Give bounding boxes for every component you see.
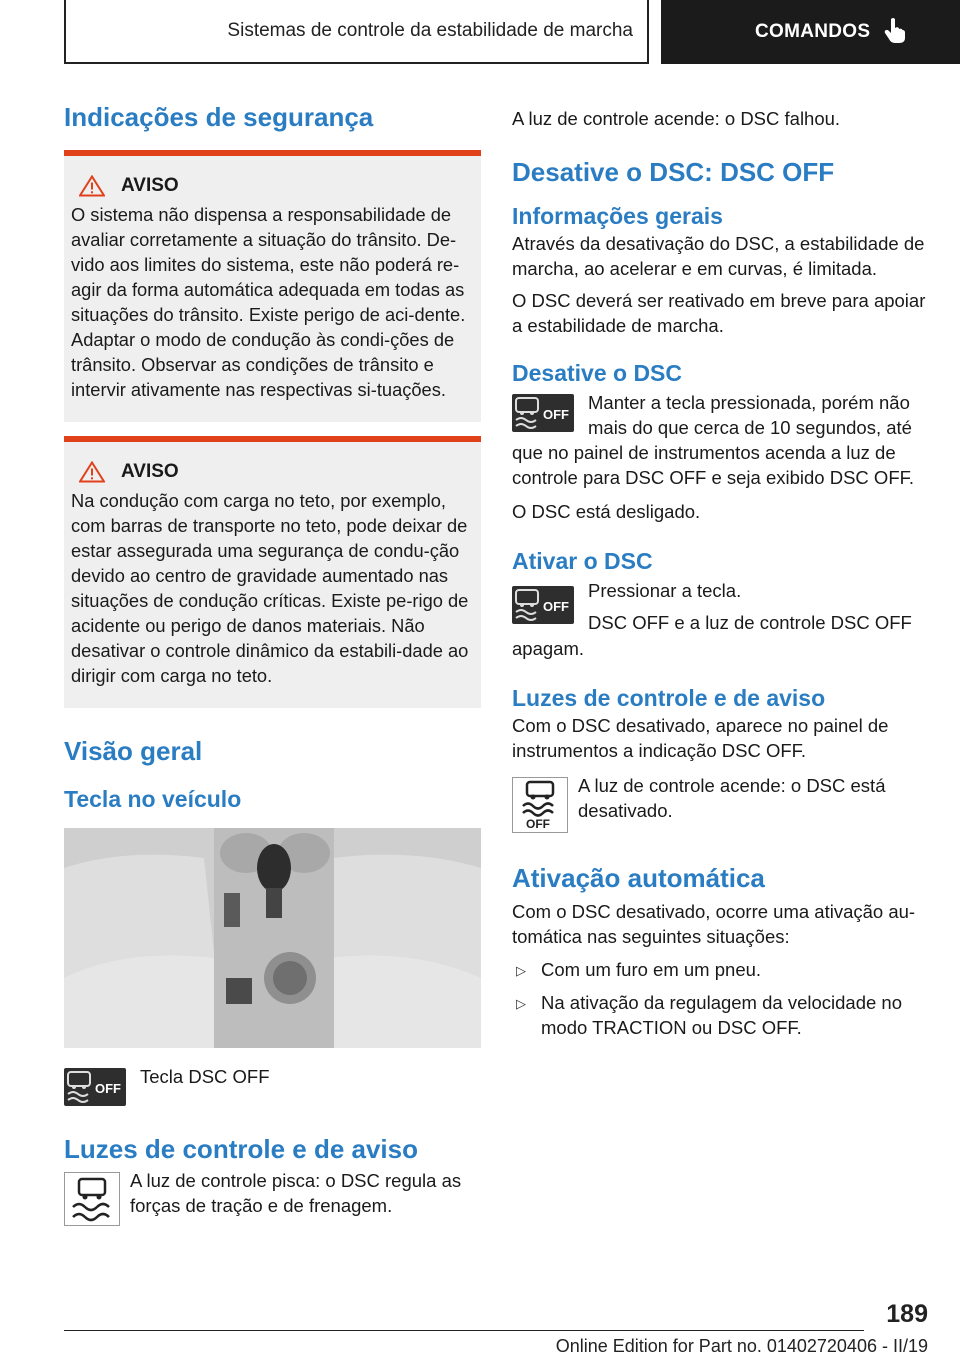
left-column <box>64 100 481 1228</box>
edition-text: Online Edition for Part no. 01402720406 - II/19 <box>555 1336 928 1356</box>
warning-box-1 <box>64 150 481 422</box>
act-text-1: Pressionar a tecla. <box>588 580 742 601</box>
act-text-3: apagam. <box>512 638 584 659</box>
header-section-title <box>64 0 649 64</box>
deact-heading: Desative o DSC <box>512 360 683 386</box>
svg-text:OFF: OFF <box>526 817 550 831</box>
header-chapter-tab[interactable] <box>661 0 960 64</box>
list-item <box>512 957 927 983</box>
lights-text-left: A luz de controle pisca: o DSC regula as forças de tração e de frenagem. <box>130 1170 462 1216</box>
chapter-label: COMANDOS <box>755 21 871 42</box>
warning-label: AVISO <box>121 175 179 196</box>
warning-text: Na condução com carga no teto, por exemplo, com barras de transporte no teto, pode deixar de estar assegurada uma segurança de condu-ção devido ao centro de gravidade aumentado nas situações de condução críticas. Existe pe-rigo de acidente ou perigo de danos materiais. Não desativar o controle dinâmico da estabili-dade ao dirigir com carga no teto. <box>71 490 469 686</box>
center-console-photo <box>64 828 481 1048</box>
bullet-triangle-icon: ▷ <box>516 996 526 1011</box>
warning-text: O sistema não dispensa a responsabilidade de avaliar corretamente a situação do trânsito. De-vido aos limites do sistema, este não poderá re-agir da forma automática adequada em todas as situações do trânsito. Existe perigo de aci-dente. Adaptar o modo de condução às condi-ções de trânsito. Observar as condições de trânsito e intervir ativamente nas respectivas si-tuações. <box>71 204 466 400</box>
warning-triangle-icon <box>79 175 105 197</box>
dsc-off-button-icon <box>512 394 574 432</box>
lights-heading-left: Luzes de controle e de aviso <box>64 1134 418 1164</box>
lights-text-right: Com o DSC desativado, aparece no painel de instrumentos a indicação DSC OFF. <box>512 715 889 761</box>
warning-title <box>71 460 473 484</box>
general-info-heading: Informações gerais <box>512 203 723 229</box>
deact-row <box>512 390 927 440</box>
deact-text-a: Manter a tecla pressionada, porém não mais do que cerca de 10 segundos, até <box>588 392 912 438</box>
button-caption: Tecla DSC OFF <box>140 1066 270 1087</box>
section-title-text: Sistemas de controle da estabilidade de marcha <box>227 20 633 41</box>
right-column <box>512 100 927 1040</box>
svg-text:OFF: OFF <box>543 599 569 614</box>
safety-heading: Indicações de segurança <box>64 102 374 132</box>
warning-triangle-icon <box>79 461 105 483</box>
svg-text:OFF: OFF <box>95 1081 121 1096</box>
bullet-triangle-icon: ▷ <box>516 963 526 978</box>
dsc-light-icon <box>64 1172 120 1226</box>
warning-label: AVISO <box>121 461 179 482</box>
general-para-1: Através da desativação do DSC, a estabilidade de marcha, ao acelerar e em curvas, é limitada. <box>512 233 925 279</box>
svg-text:OFF: OFF <box>543 407 569 422</box>
dsc-off-button-icon <box>512 586 574 624</box>
dsc-off-button-row <box>64 1064 481 1106</box>
lights-icon-text: A luz de controle acende: o DSC está desativado. <box>578 775 886 821</box>
dsc-off-button-icon <box>64 1068 126 1106</box>
bullet-text: Com um furo em um pneu. <box>541 959 762 980</box>
warning-box-2 <box>64 436 481 708</box>
bullet-text: Na ativação da regulagem da velocidade no modo TRACTION ou DSC OFF. <box>541 992 902 1038</box>
dsc-fail-text: A luz de controle acende: o DSC falhou. <box>512 108 841 129</box>
auto-text: Com o DSC desativado, ocorre uma ativação au-tomática nas seguintes situações: <box>512 901 916 947</box>
deact-text-b: que no painel de instrumentos acenda a luz de controle para DSC OFF e seja exibido DSC OFF. <box>512 442 915 488</box>
hand-pointer-icon <box>884 17 906 47</box>
general-para-2: O DSC deverá ser reativado em breve para apoiar a estabilidade de marcha. <box>512 290 926 336</box>
dsc-off-light-icon <box>512 777 568 833</box>
act-row <box>512 578 927 636</box>
deact-done-text: O DSC está desligado. <box>512 501 701 522</box>
act-text-2: DSC OFF e a luz de controle DSC OFF <box>588 612 912 633</box>
overview-heading: Visão geral <box>64 736 203 766</box>
warning-title <box>71 174 473 198</box>
footer-divider <box>64 1330 864 1331</box>
button-heading: Tecla no veículo <box>64 786 242 812</box>
lights-row-left <box>64 1168 481 1228</box>
lights-row-right <box>512 773 927 837</box>
lights-heading-right: Luzes de controle e de aviso <box>512 685 826 711</box>
auto-activation-heading: Ativação automática <box>512 863 765 893</box>
list-item <box>512 990 927 1040</box>
act-heading: Ativar o DSC <box>512 548 653 574</box>
page-number: 189 <box>886 1300 928 1328</box>
deactivate-dsc-heading: Desative o DSC: DSC OFF <box>512 157 835 187</box>
